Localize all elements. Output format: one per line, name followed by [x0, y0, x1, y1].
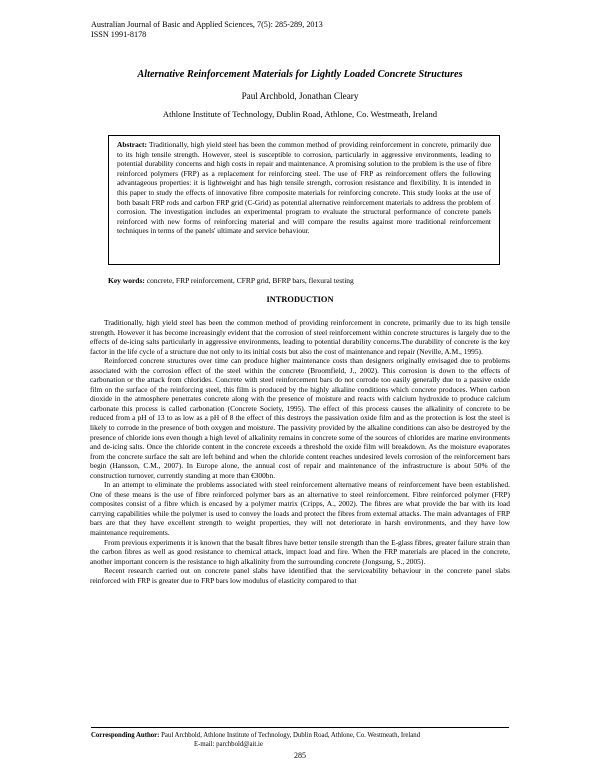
keywords-text: concrete, FRP reinforcement, CFRP grid, BFRP bars, flexural testing — [146, 276, 354, 285]
issn: ISSN 1991-8178 — [91, 30, 147, 39]
corresponding-label: Corresponding Author: — [91, 732, 160, 739]
section-heading: INTRODUCTION — [266, 295, 334, 304]
corresponding-author — [91, 731, 511, 749]
journal-citation: Australian Journal of Basic and Applied Sciences, 7(5): 285-289, 2013 — [91, 20, 323, 29]
paper-title: Alternative Reinforcement Materials for Lightly Loaded Concrete Structures — [137, 69, 463, 80]
corresponding-email: E-mail: parchbold@ait.ie — [194, 741, 263, 748]
corresponding-text: Paul Archbold, Athlone Institute of Technology, Dublin Road, Athlone, Co. Westmeath, Ireland — [161, 732, 421, 739]
page-number: 285 — [294, 751, 306, 760]
abstract-label: Abstract: — [117, 140, 147, 149]
keywords — [108, 276, 500, 285]
paragraph: In an attempt to eliminate the problems associated with steel reinforcement alternative means of reinforcement have been established. One of these means is the use of fibre reinforced polymer bars as an alternative to steel reinforcement. Fibre reinforced polymer (FRP) composites consist of a fibre which is encased by a polymer matrix (Cripps, A., 2002). The fibres are what provide the bar with its load carrying capabilities while the polymer is used to convey the loads and protect the fibres from external attacks. The main advantages of FRP bars are that they have excellent strength to weight properties, they will not deteriorate in harsh environments, and they have low maintenance requirements. — [90, 480, 510, 538]
journal-header — [91, 20, 323, 40]
paragraph: Reinforced concrete structures over time can produce higher maintenance costs than designers originally envisaged due to problems associated with the corrosion effect of the steel within the concrete (Broomfield, J., 2002). This corrosion is down to the effects of carbonation or the attack from chlorides. Concrete with steel reinforcement bars do not corrode too easily generally due to a passive oxide film on the surface of the reinforcing steel, this film is produced by the highly alkaline conditions which concrete produces. When carbon dioxide in the atmosphere penetrates concrete along with the presence of moisture and reacts with calcium hydroxide to produce calcium carbonate this process is called carbonation (Concrete Society, 1995). The effect of this process causes the alkalinity of concrete to be reduced from a pH of 13 to as low as a pH of 8 the effect of this destroys the passivation oxide film and as the protection is lost the steel is likely to corrode in the presence of both oxygen and moisture. The passivity provided by the alkaline conditions can also be destroyed by the presence of chloride ions even though a high level of alkalinity remains in concrete some of the sources of chlorides are marine environments and de-icing salts. Once the chloride content in the concrete exceeds a threshold the oxide film will breakdown. As the moisture evaporates from the concrete surface the salt are left behind and when the chloride content reaches undesired levels corrosion of the reinforcement bars begin (Hansson, C.M., 2007). In Europe alone, the annual cost of repair and maintenance of the infrastructure is about 50% of the construction turnover, currently standing at more than €300bn. — [90, 356, 510, 480]
keywords-label: Key words: — [108, 276, 145, 285]
abstract-text: Traditionally, high yield steel has been the common method of providing reinforcement in concrete, primarily due to its high tensile strength. However, steel is susceptible to corrosion, particularly in aggressive environments, leading to potential durability concerns and high costs in repair and maintenance. A promising solution to the problem is the use of fibre reinforced polymers (FRP) as a replacement for reinforcing steel. The use of FRP as reinforcement offers the following advantageous properties: it is lightweight and has high tensile strength, corrosion resistance and flexibility. It is intended in this paper to study the effects of innovative fibre composite materials for reinforcing concrete. This study looks at the use of both basalt FRP rods and carbon FRP grid (C-Grid) as potential alternative reinforcement materials to address the problem of corrosion. The investigation includes an experimental program to evaluate the structural performance of concrete panels reinforced with new forms of reinforcing material and will compare the results against more traditional reinforcement techniques in terms of the panels' ultimate and service behaviour. — [117, 140, 491, 236]
paragraph: Traditionally, high yield steel has been the common method of providing reinforcement in concrete, primarily due to its high tensile strength. However it has become increasingly evident that the corrosion of steel reinforcement within concrete structures is largely due to the effects of de-icing salts particularly in aggressive environments, leading to potential durability concerns.The durability of concrete is the key factor in the life cycle of a structure due not only to its initial costs but also the cost of maintenance and repair (Neville, A.M., 1995). — [90, 318, 510, 356]
body-text — [90, 318, 510, 585]
footnote-rule — [91, 727, 509, 728]
paper-affiliation: Athlone Institute of Technology, Dublin Road, Athlone, Co. Westmeath, Ireland — [162, 109, 438, 119]
paper-authors: Paul Archbold, Jonathan Cleary — [241, 91, 359, 101]
paragraph: From previous experiments it is known that the basalt fibres have better tensile strength than the E-glass fibres, greater failure strain than the carbon fibres as well as good resistance to chemical attack, impact load and fire. When the FRP materials are placed in the concrete, another important concern is the resistance to high alkalinity from the surrounding concrete (Jongsung, S., 2005). — [90, 537, 510, 566]
paragraph: Recent research carried out on concrete panel slabs have identified that the serviceability behaviour in the concrete panel slabs reinforced with FRP is greater due to FRP bars low modulus of elasticity compared to that — [90, 566, 510, 585]
abstract — [117, 140, 491, 236]
abstract-box — [108, 135, 500, 265]
